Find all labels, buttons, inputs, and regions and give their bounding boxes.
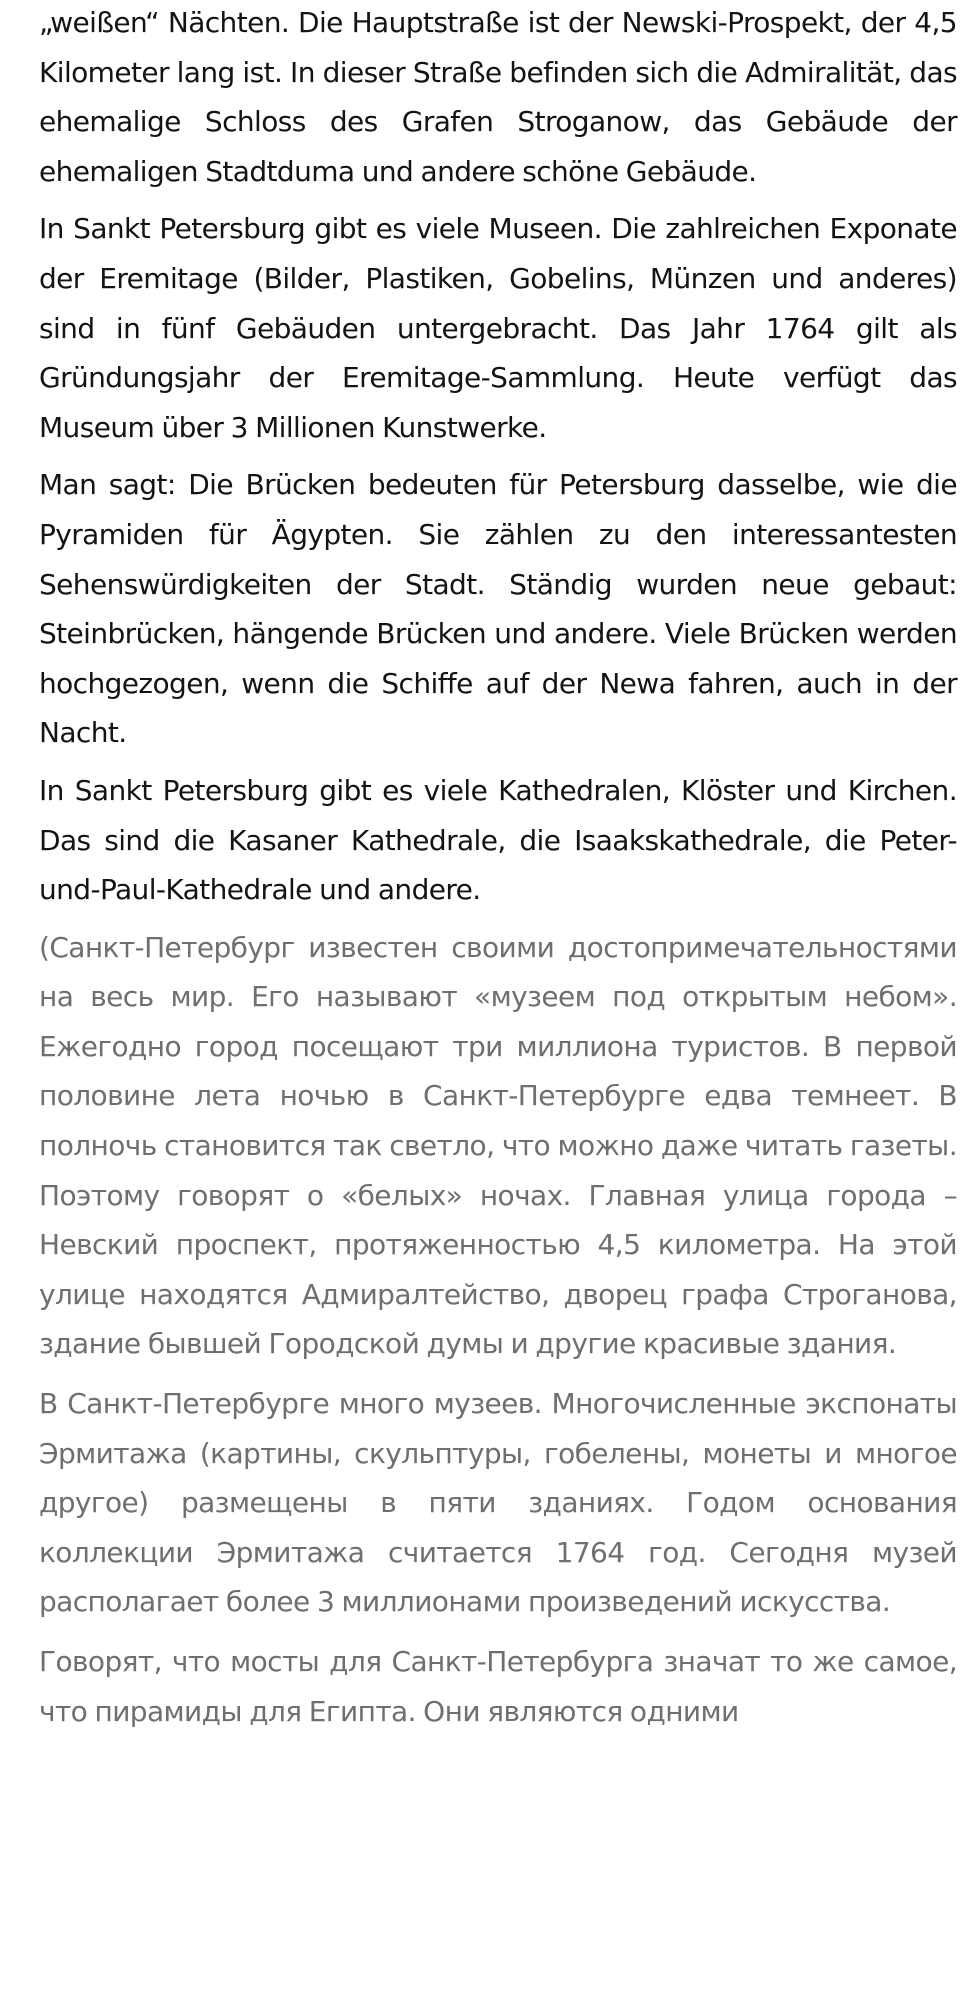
german-paragraph: Man sagt: Die Brücken bedeuten für Petersburg dasselbe, wie die Pyramiden für Ägypten. Sie zählen zu den interessantesten Sehenswürdigkeiten der Stadt. Ständig wurden neue gebaut: Steinbrücken, hängende Brücken und andere. Viele Brücken werden hochgezogen, wenn die Schiffe auf der Newa fahren, auch in der Nacht. xyxy=(39,468,957,750)
russian-translation-paragraph: Говорят, что мосты для Санкт-Петербурга значат то же самое, что пирамиды для Египта. Они являются одними xyxy=(39,1645,957,1728)
russian-translation-paragraph: В Санкт-Петербурге много музеев. Многочисленные экспонаты Эрмитажа (картины, скульптуры, гобелены, монеты и многое другое) размещены в пяти зданиях. Годом основания коллекции Эрмитажа считается 1764 год. Сегодня музей располагает более 3 миллионами произведений искусства. xyxy=(39,1387,957,1619)
russian-translation-paragraph: (Санкт-Петербург известен своими достопримечательностями на весь мир. Его называют «музеем под открытым небом». Ежегодно город посещают три миллиона туристов. В первой половине лета ночью в Санкт-Петербурге едва темнеет. В полночь становится так светло, что можно даже читать газеты. Поэтому говорят о «белых» ночах. Главная улица города – Невский проспект, протяженностью 4,5 километра. На этой улице находятся Адмиралтейство, дворец графа Строганова, здание бывшей Городской думы и другие красивые здания. xyxy=(39,930,957,1361)
document-body xyxy=(39,0,957,1736)
german-paragraph: „weißen“ Nächten. Die Hauptstraße ist der Newski-Prospekt, der 4,5 Kilometer lang ist. In dieser Straße befinden sich die Admiralität, das ehemalige Schloss des Grafen Stroganow, das Gebäude der ehemaligen Stadtduma und andere schöne Gebäude. xyxy=(39,6,957,188)
german-paragraph: In Sankt Petersburg gibt es viele Museen. Die zahlreichen Exponate der Eremitage (Bilder, Plastiken, Gobelins, Münzen und anderes) sind in fünf Gebäuden untergebracht. Das Jahr 1764 gilt als Gründungsjahr der Eremitage-Sammlung. Heute verfügt das Museum über 3 Millionen Kunstwerke. xyxy=(39,212,957,444)
german-paragraph: In Sankt Petersburg gibt es viele Kathedralen, Klöster und Kirchen. Das sind die Kasaner Kathedrale, die Isaakskathedrale, die Peter-und-Paul-Kathedrale und andere. xyxy=(39,773,957,907)
